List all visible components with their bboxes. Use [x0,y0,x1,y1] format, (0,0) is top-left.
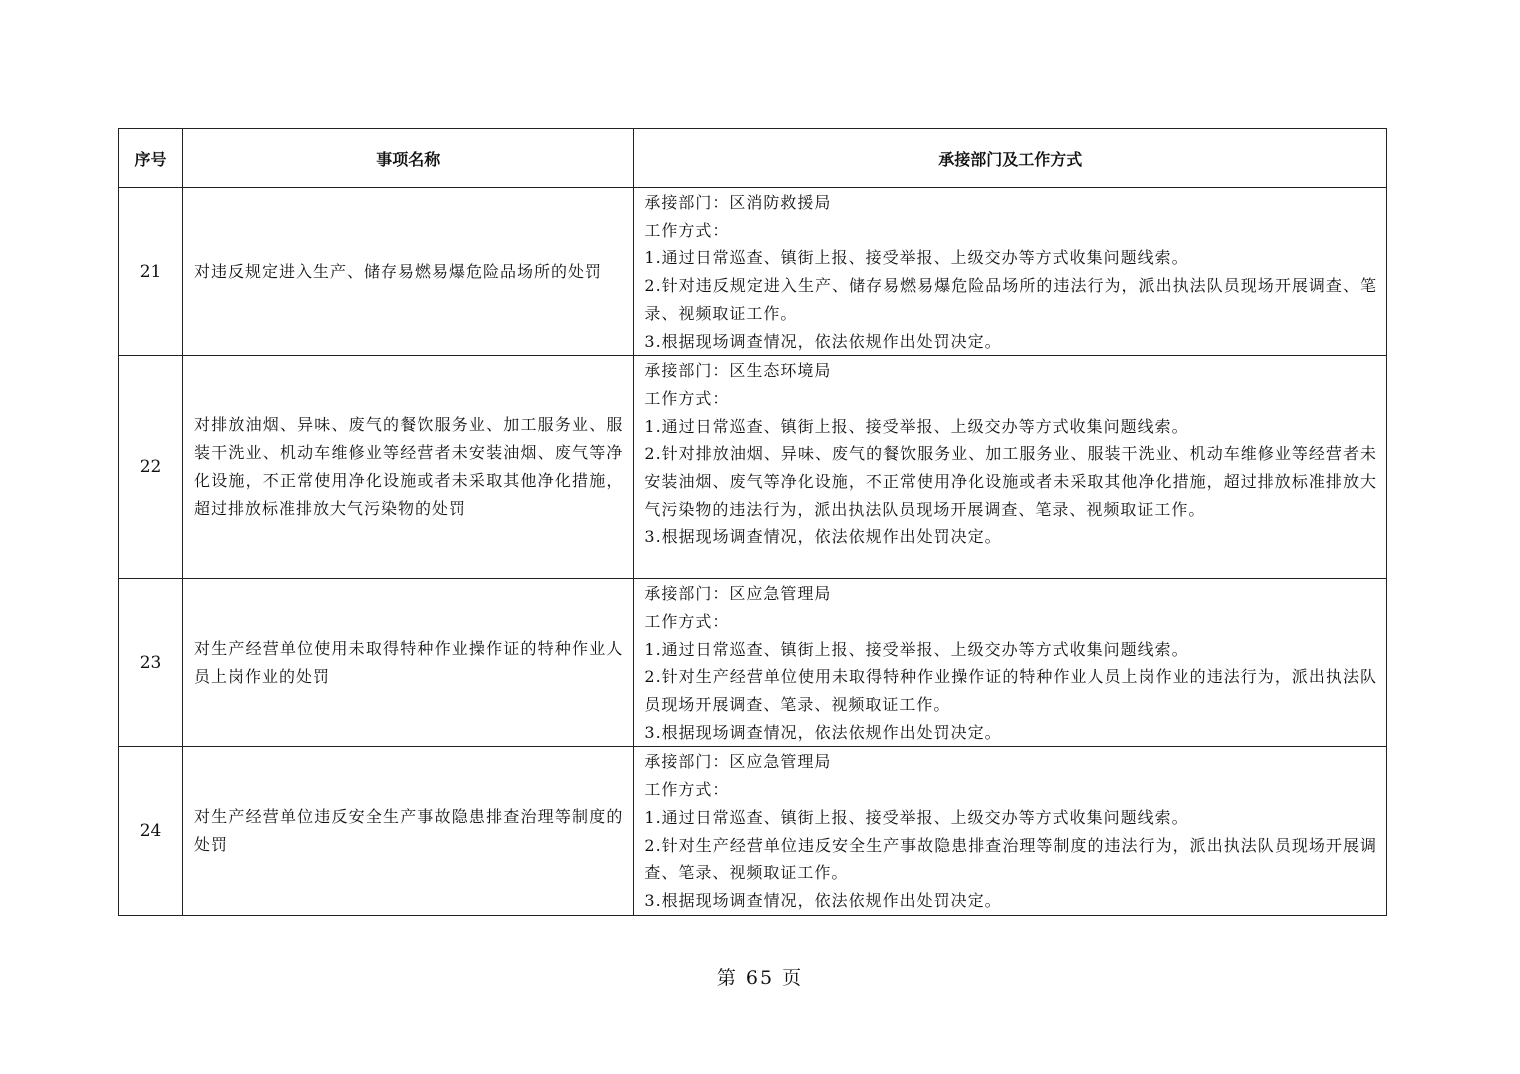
department-line: 承接部门：区消防救援局 [644,193,832,212]
table-row [119,747,1387,915]
row-method [634,188,1387,356]
step-1: 1.通过日常巡查、镇街上报、接受举报、上级交办等方式收集问题线索。 [644,416,1189,436]
department-line: 承接部门：区应急管理局 [644,584,832,604]
table-row [119,188,1387,356]
method-label: 工作方式： [644,611,730,631]
row-matter-name: 对违反规定进入生产、储存易燃易爆危险品场所的处罚 [183,188,634,356]
step-3: 3.根据现场调查情况，依法依规作出处罚决定。 [644,527,1002,547]
step-2: 2.针对生产经营单位使用未取得特种作业操作证的特种作业人员上岗作业的违法行为，派出执法队员现场开展调查、笔录、视频取证工作。 [644,667,1377,715]
row-seq: 24 [119,747,183,915]
table-row [119,579,1387,747]
step-2: 2.针对违反规定进入生产、储存易燃易爆危险品场所的违法行为，派出执法队员现场开展调查、笔录、视频取证工作。 [644,276,1377,323]
row-matter-name: 对生产经营单位违反安全生产事故隐患排查治理等制度的处罚 [183,747,634,915]
matters-table [118,128,1387,916]
step-2: 2.针对排放油烟、异味、废气的餐饮服务业、加工服务业、服装干洗业、机动车维修业等经营者未安装油烟、废气等净化设施，不正常使用净化设施或者未采取其他净化措施，超过排放标准排放大气污染物的违法行为，派出执法队员现场开展调查、笔录、视频取证工作。 [644,444,1377,519]
step-3: 3.根据现场调查情况，依法依规作出处罚决定。 [644,722,1002,742]
step-1: 1.通过日常巡查、镇街上报、接受举报、上级交办等方式收集问题线索。 [644,248,1189,268]
header-seq: 序号 [119,129,183,188]
header-name: 事项名称 [183,129,634,188]
table-header-row [119,129,1387,188]
page-number: 第 65 页 [716,967,804,989]
row-matter-name: 对生产经营单位使用未取得特种作业操作证的特种作业人员上岗作业的处罚 [183,579,634,747]
department-line: 承接部门：区生态环境局 [644,361,832,381]
step-2: 2.针对生产经营单位违反安全生产事故隐患排查治理等制度的违法行为，派出执法队员现场开展调查、笔录、视频取证工作。 [644,835,1377,883]
row-method [634,579,1387,747]
step-1: 1.通过日常巡查、镇街上报、接受举报、上级交办等方式收集问题线索。 [644,639,1189,659]
row-seq: 22 [119,356,183,579]
department-line: 承接部门：区应急管理局 [644,752,832,772]
step-3: 3.根据现场调查情况，依法依规作出处罚决定。 [644,890,1002,910]
header-method: 承接部门及工作方式 [634,129,1387,188]
row-seq: 21 [119,188,183,356]
row-matter-name: 对排放油烟、异味、废气的餐饮服务业、加工服务业、服装干洗业、机动车维修业等经营者未安装油烟、废气等净化设施，不正常使用净化设施或者未采取其他净化措施，超过排放标准排放大气污染物的处罚 [183,356,634,579]
method-label: 工作方式： [644,780,730,800]
row-method [634,747,1387,915]
table-row [119,356,1387,579]
method-label: 工作方式： [644,388,730,408]
step-1: 1.通过日常巡查、镇街上报、接受举报、上级交办等方式收集问题线索。 [644,807,1189,827]
step-3: 3.根据现场调查情况，依法依规作出处罚决定。 [644,331,1002,351]
row-seq: 23 [119,579,183,747]
method-label: 工作方式： [644,220,730,240]
row-method [634,356,1387,579]
